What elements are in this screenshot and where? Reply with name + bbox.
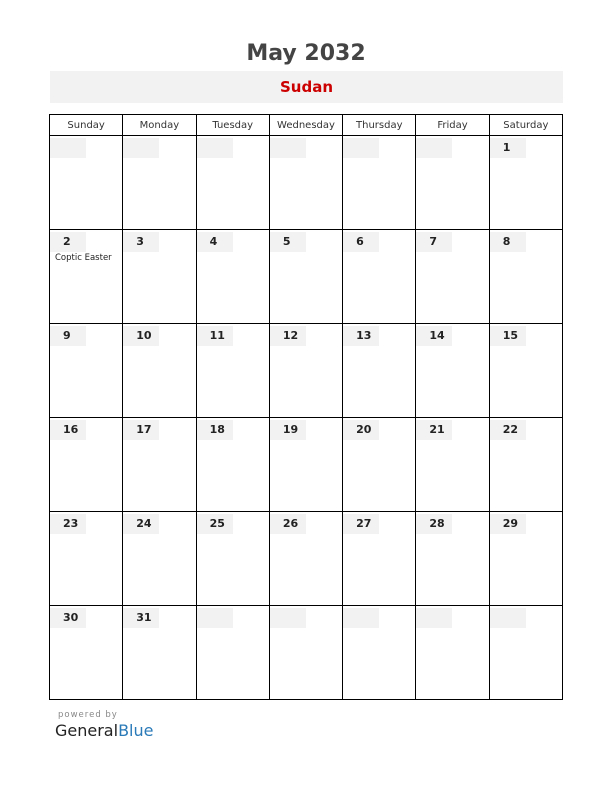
country-name: Sudan	[279, 78, 334, 96]
date-number: 12	[282, 329, 299, 342]
date-number-box	[343, 608, 379, 628]
date-number: 22	[502, 423, 518, 436]
brand-logo[interactable]	[55, 721, 153, 740]
date-number-box	[50, 514, 86, 534]
day-cell	[343, 324, 416, 418]
date-number-box	[123, 514, 159, 534]
calendar-title: May 2032	[246, 41, 366, 66]
date-number: 7	[429, 235, 438, 248]
day-cell	[269, 512, 342, 606]
day-cell	[416, 230, 489, 324]
date-number: 30	[63, 611, 79, 624]
week-row	[50, 136, 563, 230]
day-cell	[196, 230, 269, 324]
date-number-box	[416, 608, 452, 628]
day-cell	[50, 512, 123, 606]
powered-by-label: powered by	[58, 710, 118, 720]
date-number-box	[490, 232, 526, 252]
weekday-sunday: Sunday	[50, 115, 123, 136]
date-number: 26	[282, 517, 299, 530]
date-number: 19	[282, 423, 299, 436]
date-number: 1	[502, 141, 511, 154]
day-cell	[416, 512, 489, 606]
day-cell	[196, 512, 269, 606]
date-number: 4	[209, 235, 218, 248]
day-cell	[416, 136, 489, 230]
date-number-box	[416, 232, 452, 252]
date-number-box	[123, 420, 159, 440]
date-number-box	[197, 232, 233, 252]
day-cell	[343, 512, 416, 606]
day-cell	[269, 324, 342, 418]
date-number: 28	[429, 517, 445, 530]
day-cell	[269, 230, 342, 324]
day-cell	[343, 418, 416, 512]
date-number: 11	[209, 329, 225, 342]
holiday-label: Coptic Easter	[55, 253, 112, 263]
date-number-box	[123, 138, 159, 158]
date-number: 31	[136, 611, 152, 624]
date-number-box	[123, 232, 159, 252]
date-number-box	[270, 138, 306, 158]
day-cell	[269, 418, 342, 512]
date-number-box	[343, 138, 379, 158]
day-cell	[343, 606, 416, 700]
day-cell	[196, 606, 269, 700]
weekday-tuesday: Tuesday	[196, 115, 269, 136]
weekday-header-row	[50, 115, 563, 136]
date-number: 29	[502, 517, 518, 530]
date-number-box	[197, 138, 233, 158]
day-cell	[269, 606, 342, 700]
month-calendar-grid	[49, 114, 563, 700]
date-number-box	[50, 420, 86, 440]
date-number-box	[123, 608, 159, 628]
date-number-box	[270, 608, 306, 628]
day-cell	[50, 136, 123, 230]
day-cell	[50, 324, 123, 418]
date-number-box	[416, 420, 452, 440]
day-cell	[123, 136, 196, 230]
week-row	[50, 606, 563, 700]
date-number-box	[50, 232, 86, 252]
day-cell	[269, 136, 342, 230]
day-cell	[123, 324, 196, 418]
date-number-box	[343, 326, 379, 346]
date-number: 8	[502, 235, 511, 248]
date-number: 5	[282, 235, 291, 248]
date-number-box	[416, 138, 452, 158]
date-number: 17	[136, 423, 152, 436]
date-number-box	[270, 420, 306, 440]
date-number-box	[197, 420, 233, 440]
date-number: 20	[356, 423, 372, 436]
day-cell	[123, 512, 196, 606]
day-cell	[196, 324, 269, 418]
day-cell	[50, 230, 123, 324]
date-number-box	[270, 232, 306, 252]
day-cell	[416, 606, 489, 700]
week-row	[50, 230, 563, 324]
date-number-box	[197, 326, 233, 346]
date-number: 15	[502, 329, 518, 342]
weekday-wednesday: Wednesday	[269, 115, 342, 136]
date-number-box	[490, 420, 526, 440]
day-cell	[416, 418, 489, 512]
date-number: 25	[209, 517, 225, 530]
weekday-thursday: Thursday	[343, 115, 416, 136]
date-number-box	[490, 326, 526, 346]
date-number-box	[343, 420, 379, 440]
day-cell	[123, 230, 196, 324]
day-cell	[50, 418, 123, 512]
weekday-saturday: Saturday	[489, 115, 562, 136]
date-number: 24	[136, 517, 152, 530]
date-number-box	[50, 138, 86, 158]
day-cell	[196, 418, 269, 512]
week-row	[50, 418, 563, 512]
day-cell	[489, 230, 562, 324]
date-number-box	[123, 326, 159, 346]
date-number-box	[197, 608, 233, 628]
date-number-box	[50, 326, 86, 346]
date-number-box	[270, 514, 306, 534]
day-cell	[489, 418, 562, 512]
date-number: 18	[209, 423, 225, 436]
date-number-box	[343, 514, 379, 534]
day-cell	[489, 512, 562, 606]
date-number-box	[416, 514, 452, 534]
date-number: 13	[356, 329, 372, 342]
date-number-box	[270, 326, 306, 346]
date-number-box	[416, 326, 452, 346]
date-number: 21	[429, 423, 445, 436]
date-number-box	[490, 608, 526, 628]
date-number-box	[197, 514, 233, 534]
brand-name-blue: Blue	[118, 721, 154, 740]
date-number: 16	[63, 423, 79, 436]
day-cell	[196, 136, 269, 230]
date-number-box	[343, 232, 379, 252]
brand-name-general: General	[55, 721, 119, 740]
date-number-box	[490, 138, 526, 158]
day-cell	[489, 606, 562, 700]
country-banner	[50, 71, 563, 103]
date-number: 9	[63, 329, 71, 342]
date-number: 14	[429, 329, 445, 342]
day-cell	[343, 136, 416, 230]
day-cell	[489, 136, 562, 230]
date-number: 10	[136, 329, 152, 342]
day-cell	[123, 418, 196, 512]
date-number: 2	[63, 235, 71, 248]
week-row	[50, 324, 563, 418]
date-number: 27	[356, 517, 372, 530]
date-number: 6	[356, 235, 364, 248]
day-cell	[416, 324, 489, 418]
day-cell	[343, 230, 416, 324]
date-number-box	[490, 514, 526, 534]
week-row	[50, 512, 563, 606]
weekday-friday: Friday	[416, 115, 489, 136]
day-cell	[123, 606, 196, 700]
date-number-box	[50, 608, 86, 628]
day-cell	[50, 606, 123, 700]
day-cell	[489, 324, 562, 418]
weekday-monday: Monday	[123, 115, 196, 136]
date-number: 23	[63, 517, 79, 530]
date-number: 3	[136, 235, 144, 248]
